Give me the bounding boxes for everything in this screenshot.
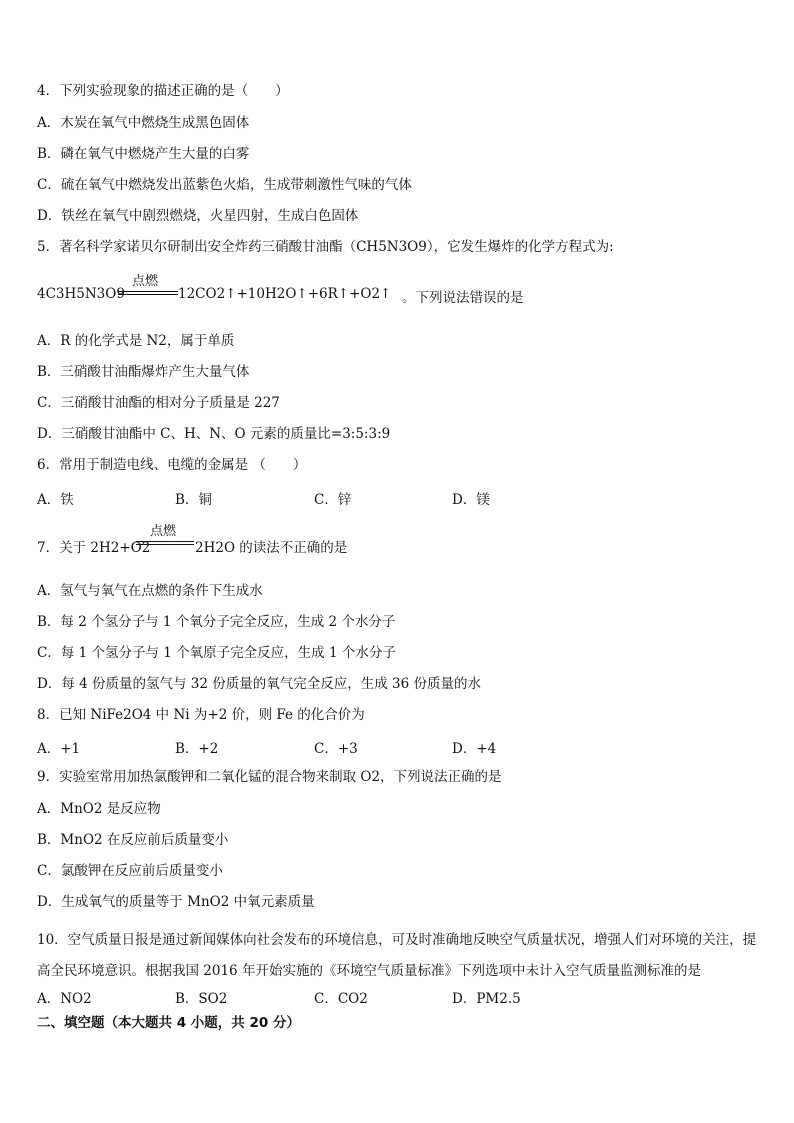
q4-stem: 4．下列实验现象的描述正确的是（ ） [37,83,289,99]
q6-option-a: A．铁 [37,492,74,508]
q8-option-b: B．+2 [175,741,219,757]
q5-equals-sign [118,291,178,295]
q10-options [37,987,637,1005]
q7-option-c: C．每 1 个氢分子与 1 个氧原子完全反应，生成 1 个水分子 [37,645,396,661]
q7-option-b: B．每 2 个氢分子与 1 个氧分子完全反应，生成 2 个水分子 [37,614,396,630]
q5-option-a: A．R 的化学式是 N2，属于单质 [37,333,235,349]
q4-option-b: B．磷在氧气中燃烧产生大量的白雾 [37,146,250,162]
q6-option-c: C．锌 [314,492,352,508]
q5-option-b: B．三硝酸甘油酯爆炸产生大量气体 [37,364,250,380]
q8-option-a: A．+1 [37,741,81,757]
q5-condition: 点燃 [132,274,159,289]
q9-option-c: C．氯酸钾在反应前后质量变小 [37,863,223,879]
q4-option-d: D．铁丝在氧气中剧烈燃烧，火星四射，生成白色固体 [37,208,359,224]
q5-equation-left: 4C3H5N3O9 [37,286,125,302]
q7-equals-sign [136,541,194,545]
q6-options [37,488,637,506]
q6-option-b: B．铜 [175,492,212,508]
q10-option-b: B．SO2 [175,991,228,1007]
q7-condition: 点燃 [150,524,177,539]
q9-stem: 9．实验室常用加热氯酸钾和二氧化锰的混合物来制取 O2，下列说法正确的是 [37,769,502,785]
q5-option-d: D．三硝酸甘油酯中 C、H、N、O 元素的质量比=3:5:3:9 [37,426,391,442]
q10-option-c: C．CO2 [314,991,368,1007]
q9-option-a: A．MnO2 是反应物 [37,801,161,817]
q7-stem-suffix: 2H2O 的读法不正确的是 [195,540,348,556]
q8-option-c: C．+3 [314,741,358,757]
q10-option-a: A．NO2 [37,991,92,1007]
q9-option-b: B．MnO2 在反应前后质量变小 [37,832,229,848]
q6-stem: 6．常用于制造电线、电缆的金属是 （ ） [37,457,307,473]
q8-options [37,737,637,755]
q5-equation-note: 。下列说法错误的是 [402,290,524,306]
q8-stem: 8．已知 NiFe2O4 中 Ni 为+2 价，则 Fe 的化合价为 [37,707,365,723]
q8-option-d: D．+4 [452,741,497,757]
q6-option-d: D．镁 [452,492,490,508]
section-heading-fill-in: 二、填空题（本大题共 4 小题，共 20 分） [37,1015,300,1031]
q9-option-d: D．生成氧气的质量等于 MnO2 中氧元素质量 [37,894,315,910]
q7-option-d: D．每 4 份质量的氢气与 32 份质量的氧气完全反应，生成 36 份质量的水 [37,676,482,692]
q5-option-c: C．三硝酸甘油酯的相对分子质量是 227 [37,395,280,411]
q4-option-a: A．木炭在氧气中燃烧生成黑色固体 [37,115,250,131]
q10-stem: 10．空气质量日报是通过新闻媒体向社会发布的环境信息，可及时准确地反映空气质量状况，增强人们对环境的关注，提高全民环境意识。根据我国 2016 年开始实施的《环境空气质量标准》下列选项中未计入空气质量监测标准的是 [37,932,757,979]
q5-stem-formula: H5N3O9 [366,239,427,255]
q7-option-a: A．氢气与氧气在点燃的条件下生成水 [37,583,263,599]
q4-option-c: C．硫在氧气中燃烧发出蓝紫色火焰，生成带刺激性气味的气体 [37,177,412,193]
q5-stem: 5．著名科学家诺贝尔研制出安全炸药三硝酸甘油酯（CH5N3O9），它发生爆炸的化学方程式为: [37,239,614,255]
q7-stem-prefix: 7．关于 2H2+O2 [37,540,151,556]
q5-equation-right: 12CO2↑+10H2O↑+6R↑+O2↑ [178,286,392,302]
q10-option-d: D．PM2.5 [452,991,521,1007]
